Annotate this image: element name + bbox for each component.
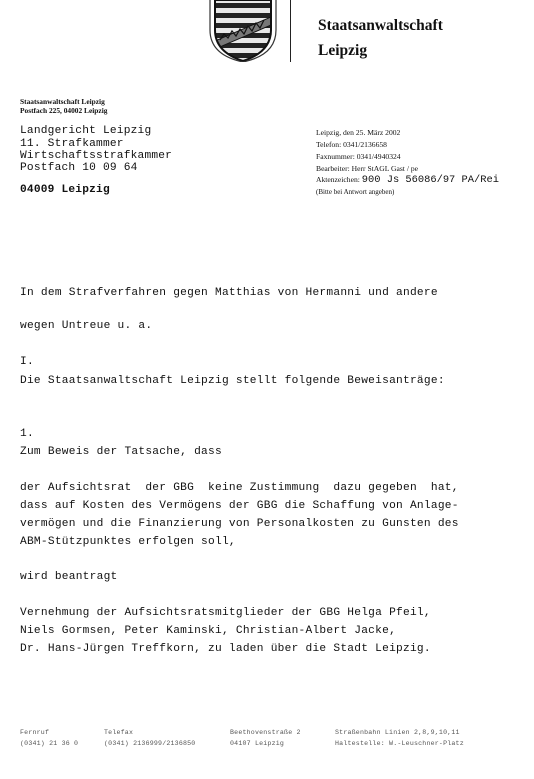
footer-phone-value: (0341) 21 36 0: [20, 740, 79, 747]
sender-address: Postfach 225, 04002 Leipzig: [20, 106, 108, 115]
fact-line: der Aufsichtsrat der GBG keine Zustimmung dazu gegeben hat,: [20, 482, 459, 494]
fact-line: dass auf Kosten des Vermögens der GBG die Schaffung von Anlage-: [20, 500, 459, 512]
saxony-coat-of-arms-icon: [206, 0, 280, 62]
motion-statement: Die Staatsanwaltschaft Leipzig stellt folgende Beweisanträge:: [20, 375, 445, 387]
footer-street: Beethovenstraße 2: [230, 729, 301, 736]
fax-number: Faxnummer: 0341/4940324: [316, 152, 401, 161]
authority-name: Staatsanwaltschaft: [318, 17, 443, 34]
footer-tram-lines: Straßenbahn Linien 2,8,9,10,11: [335, 729, 460, 736]
phone-number: Telefon: 0341/2136658: [316, 140, 387, 149]
letter-date: Leipzig, den 25. März 2002: [316, 128, 401, 137]
witness-line: Vernehmung der Aufsichtsratsmitglieder der GBG Helga Pfeil,: [20, 607, 431, 619]
section-number: I.: [20, 356, 34, 368]
fact-line: ABM-Stützpunktes erfolgen soll,: [20, 536, 236, 548]
charge: wegen Untreue u. a.: [20, 320, 153, 332]
witness-line: Niels Gormsen, Peter Kaminski, Christian-Albert Jacke,: [20, 625, 397, 637]
case-officer: Bearbeiter: Herr StAGL Gast / pe: [316, 164, 418, 173]
letterhead-divider: [290, 0, 291, 62]
fact-line: vermögen und die Finanzierung von Personalkosten zu Gunsten des: [20, 518, 459, 530]
footer-phone-label: Fernruf: [20, 729, 50, 736]
proof-intro: Zum Beweis der Tatsache, dass: [20, 446, 222, 458]
recipient-line-3: Wirtschaftsstrafkammer: [20, 150, 173, 162]
file-reference: [316, 174, 499, 186]
footer-fax-value: (0341) 2136999/2136850: [104, 740, 196, 747]
file-reference-label: Aktenzeichen:: [316, 175, 360, 184]
recipient-city: 04009 Leipzig: [20, 184, 110, 196]
reference-note: (Bitte bei Antwort angeben): [316, 188, 395, 196]
case-intro: In dem Strafverfahren gegen Matthias von Hermanni und andere: [20, 287, 438, 299]
footer-tram-stop: Haltestelle: W.-Leuschner-Platz: [335, 740, 464, 747]
footer-postcode: 04107 Leipzig: [230, 740, 285, 747]
footer-fax-label: Telefax: [104, 729, 134, 736]
authority-city: Leipzig: [318, 42, 368, 59]
witness-line: Dr. Hans-Jürgen Treffkorn, zu laden über die Stadt Leipzig.: [20, 643, 431, 655]
file-reference-value: 900 Js 56086/97 PA/Rei: [361, 174, 499, 186]
recipient-line-4: Postfach 10 09 64: [20, 162, 138, 174]
request-text: wird beantragt: [20, 571, 118, 583]
item-number: 1.: [20, 428, 34, 440]
recipient-line-1: Landgericht Leipzig: [20, 125, 152, 137]
sender-name: Staatsanwaltschaft Leipzig: [20, 97, 105, 106]
recipient-line-2: 11. Strafkammer: [20, 138, 124, 150]
